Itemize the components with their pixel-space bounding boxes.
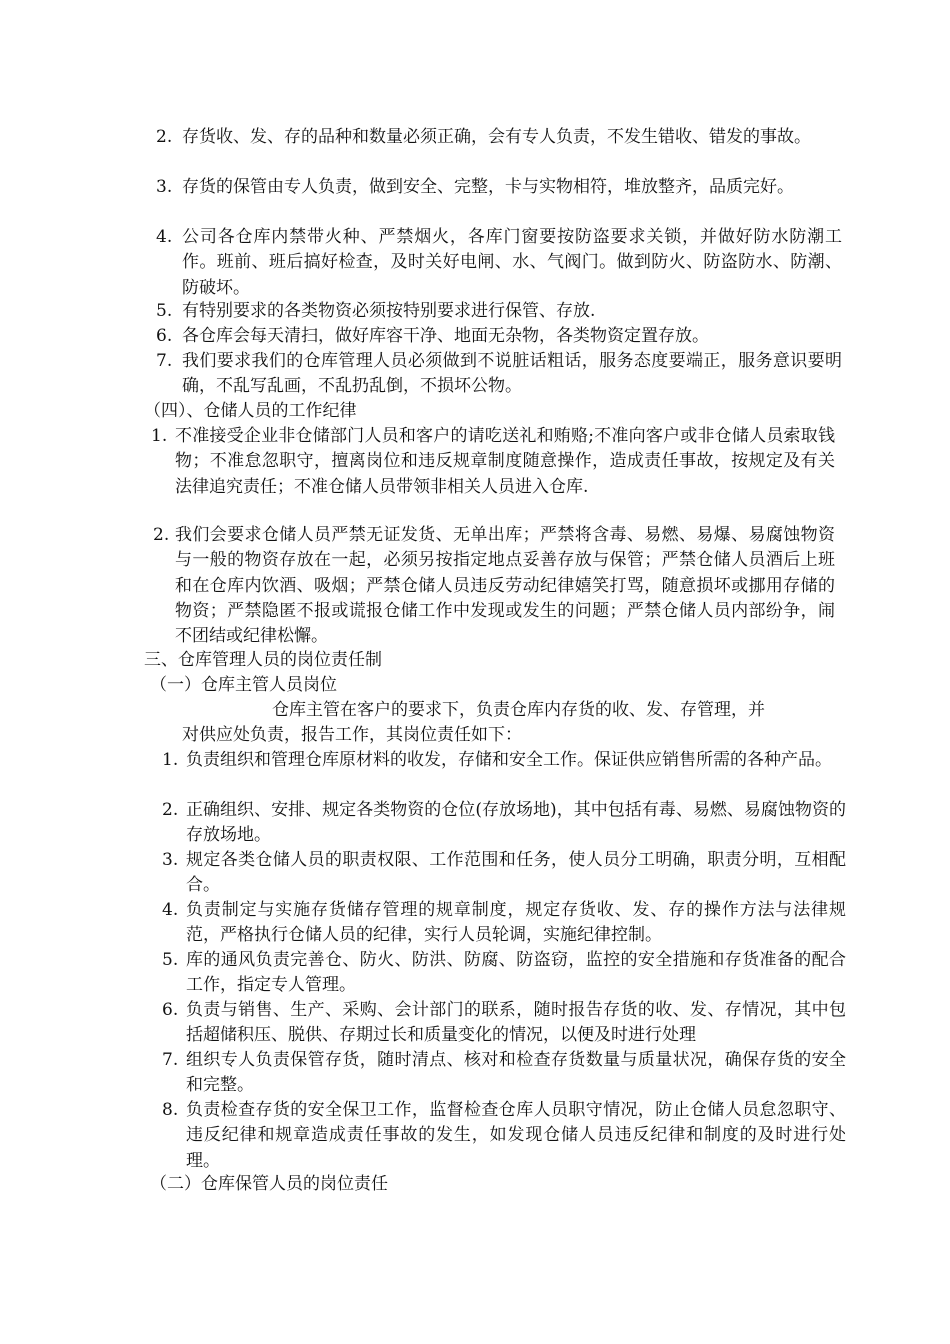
list-item — [156, 175, 842, 200]
item-number: 5. — [162, 950, 179, 970]
subsection-heading: （一）仓库主管人员岗位 — [150, 675, 337, 695]
item-number: 6. — [162, 1000, 179, 1020]
item-number: 6. — [156, 326, 173, 346]
item-text: 负责制定与实施存货储存管理的规章制度，规定存货收、发、存的操作方法与法律规范，严格执行仓储人员的纪律，实行人员轮调，实施纪律控制。 — [186, 900, 846, 946]
list-item — [162, 1098, 846, 1174]
item-number: 1. — [151, 426, 168, 446]
item-text: 库的通风负责完善仓、防火、防洪、防腐、防盗窃，监控的安全措施和存货准备的配合工作，指定专人管理。 — [186, 950, 846, 996]
item-number: 5. — [156, 301, 173, 321]
list-item — [156, 324, 842, 349]
item-number: 7. — [156, 351, 173, 371]
item-text: 负责检查存货的安全保卫工作，监督检查仓库人员职守情况，防止仓储人员怠忽职守、违反纪律和规章造成责任事故的发生，如发现仓储人员违反纪律和制度的及时进行处理。 — [186, 1100, 846, 1171]
item-number: 3. — [156, 177, 173, 197]
item-text: 存货收、发、存的品种和数量必须正确，会有专人负责，不发生错收、错发的事故。 — [182, 127, 811, 147]
list-item — [162, 948, 846, 999]
item-text: 负责组织和管理仓库原材料的收发，存储和安全工作。保证供应销售所需的各种产品。 — [186, 750, 832, 770]
item-number: 7. — [162, 1050, 179, 1070]
list-item — [162, 1048, 846, 1099]
section-heading: 三、仓库管理人员的岗位责任制 — [144, 650, 382, 670]
item-number: 2. — [162, 800, 179, 820]
subsection-heading: （二）仓库保管人员的岗位责任 — [150, 1174, 388, 1194]
item-number: 2. — [153, 525, 170, 545]
section-heading: （四）、仓储人员的工作纪律 — [144, 401, 357, 421]
item-text: 我们要求我们的仓库管理人员必须做到不说脏话粗话，服务态度要端正，服务意识要明确，不乱写乱画，不乱扔乱倒，不损坏公物。 — [182, 351, 842, 397]
item-number: 8. — [162, 1100, 179, 1120]
item-number: 2. — [156, 127, 173, 147]
list-item — [162, 748, 846, 773]
item-text: 存货的保管由专人负责，做到安全、完整，卡与实物相符，堆放整齐，品质完好。 — [182, 177, 794, 197]
item-text: 规定各类仓储人员的职责权限、工作范围和任务，使人员分工明确，职责分明，互相配合。 — [186, 850, 846, 896]
list-item — [162, 898, 846, 949]
paragraph-line: 仓库主管在客户的要求下，负责仓库内存货的收、发、存管理，并 — [272, 700, 765, 720]
list-item — [162, 798, 846, 849]
list-item — [162, 998, 846, 1049]
list-item — [156, 125, 842, 150]
item-number: 1. — [162, 750, 179, 770]
list-item — [153, 523, 835, 649]
item-text: 负责与销售、生产、采购、会计部门的联系，随时报告存货的收、发、存情况，其中包括超储积压、脱供、存期过长和质量变化的情况，以便及时进行处理 — [186, 1000, 846, 1046]
item-text: 公司各仓库内禁带火种、严禁烟火，各库门窗要按防盗要求关锁，并做好防水防潮工作。班前、班后搞好检查，及时关好电闸、水、气阀门。做到防火、防盗防水、防潮、防破坏。 — [182, 227, 842, 298]
item-number: 3. — [162, 850, 179, 870]
item-number: 4. — [156, 227, 173, 247]
list-item — [162, 848, 846, 899]
item-text: 正确组织、安排、规定各类物资的仓位(存放场地)，其中包括有毒、易燃、易腐蚀物资的存放场地。 — [186, 800, 846, 846]
list-item — [156, 349, 842, 400]
paragraph-line: 对供应处负责，报告工作，其岗位责任如下： — [182, 725, 522, 745]
item-text: 各仓库会每天清扫，做好库容干净、地面无杂物，各类物资定置存放。 — [182, 326, 709, 346]
list-item — [156, 225, 842, 301]
item-text: 组织专人负责保管存货，随时清点、核对和检查存货数量与质量状况，确保存货的安全和完整。 — [186, 1050, 846, 1096]
item-text: 不准接受企业非仓储部门人员和客户的请吃送礼和贿赂;不准向客户或非仓储人员索取钱物；不准怠忽职守，擅离岗位和违反规章制度随意操作，造成责任事故，按规定及有关法律追究责任；不准仓储人员带领非相关人员进入仓库. — [175, 426, 835, 497]
item-text: 有特别要求的各类物资必须按特别要求进行保管、存放. — [182, 301, 596, 321]
item-text: 我们会要求仓储人员严禁无证发货、无单出库；严禁将含毒、易燃、易爆、易腐蚀物资与一般的物资存放在一起，必须另按指定地点妥善存放与保管；严禁仓储人员酒后上班和在仓库内饮酒、吸烟；严禁仓储人员违反劳动纪律嬉笑打骂，随意损坏或挪用存储的物资；严禁隐匿不报或谎报仓储工作中发现或发生的问题；严禁仓储人员内部纷争，闹不团结或纪律松懈。 — [175, 525, 835, 647]
list-item — [151, 424, 835, 500]
list-item — [156, 299, 842, 324]
item-number: 4. — [162, 900, 179, 920]
